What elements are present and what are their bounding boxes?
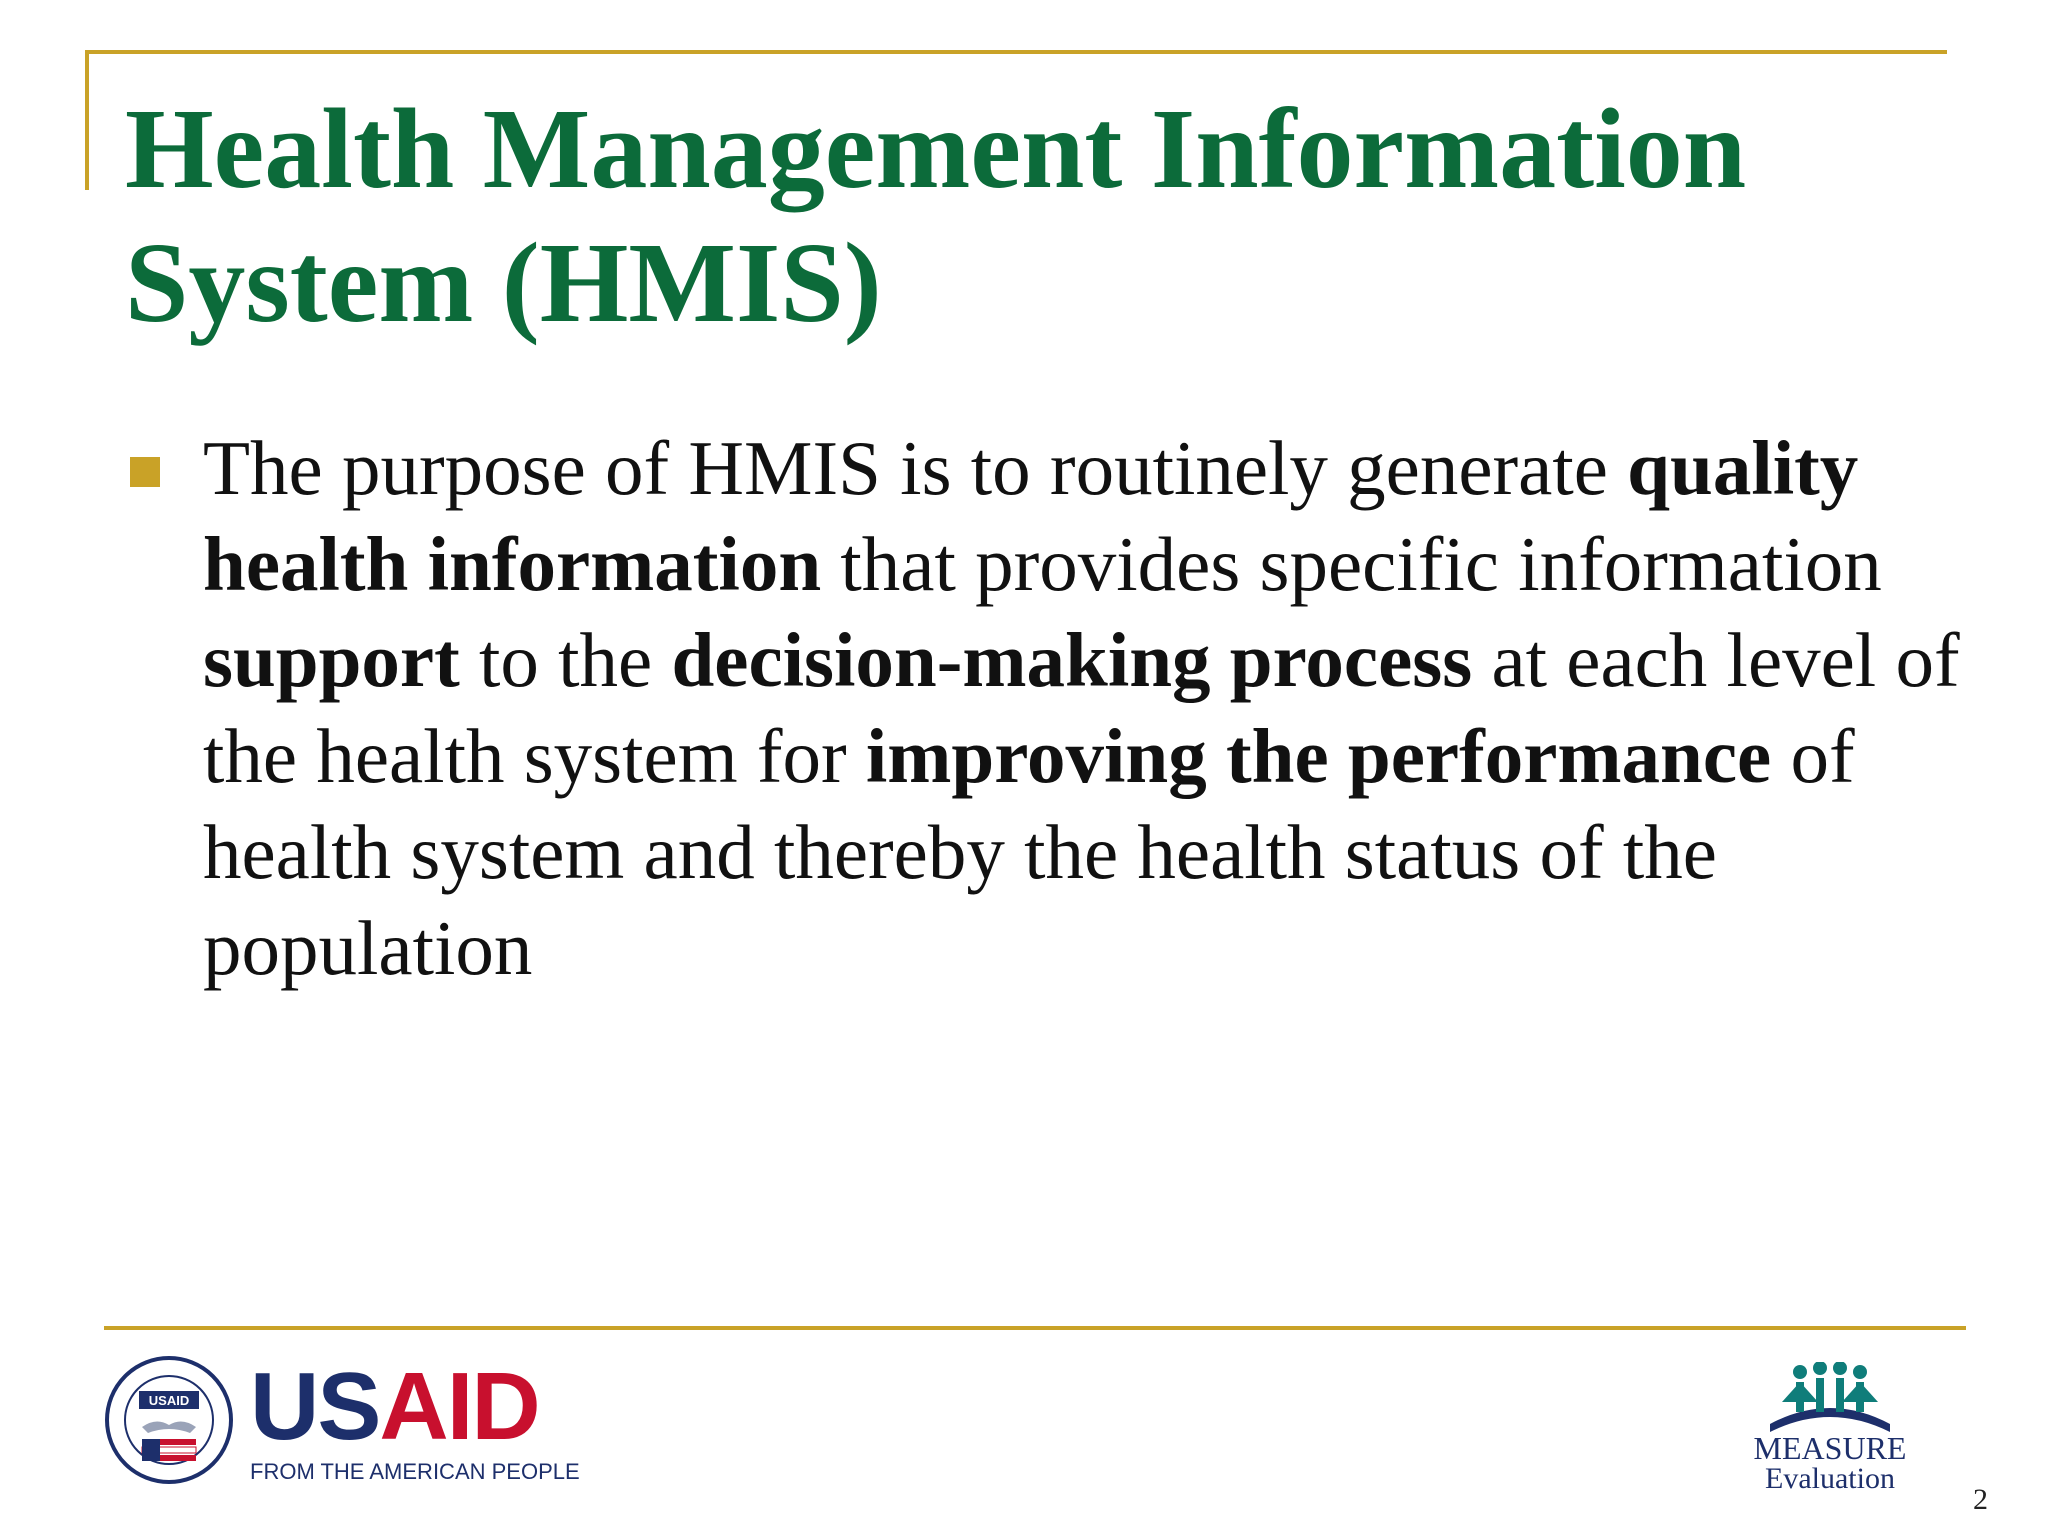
bullet-segment-bold: support xyxy=(203,617,460,703)
bullet-text xyxy=(203,420,1963,996)
measure-wordmark: MEASURE xyxy=(1753,1430,1907,1466)
measure-subtitle: Evaluation xyxy=(1765,1462,1895,1495)
bullet-segment: at each level of the health system for xyxy=(203,617,1960,799)
usaid-tagline: FROM THE AMERICAN PEOPLE xyxy=(250,1459,580,1484)
bullet-square-icon xyxy=(130,457,160,487)
usaid-wordmark: USAID xyxy=(250,1353,539,1460)
bullet-segment-bold: quality health information xyxy=(203,425,1859,607)
people-icon xyxy=(1760,1362,1900,1432)
usaid-seal-label: USAID xyxy=(148,1393,190,1408)
slide-title: Health Management Information System (HMIS) xyxy=(125,85,1747,346)
bullet-segment: that provides specific information xyxy=(821,521,1882,607)
bullet-segment-bold: decision-making process xyxy=(671,617,1473,703)
usaid-seal-icon xyxy=(104,1355,234,1485)
bullet-segment: of health system and thereby the health status of the population xyxy=(203,713,1855,991)
bullet-segment: The purpose of HMIS is to routinely generate xyxy=(203,425,1628,511)
bottom-rule xyxy=(104,1326,1966,1330)
bullet-segment-bold: improving the performance xyxy=(865,713,1772,799)
usaid-logo xyxy=(104,1353,580,1495)
page-number: 2 xyxy=(1973,1483,1988,1516)
bullet-segment: to the xyxy=(459,617,672,703)
top-rule xyxy=(85,50,1947,54)
left-rule xyxy=(85,50,89,190)
measure-evaluation-logo xyxy=(1730,1362,1930,1502)
